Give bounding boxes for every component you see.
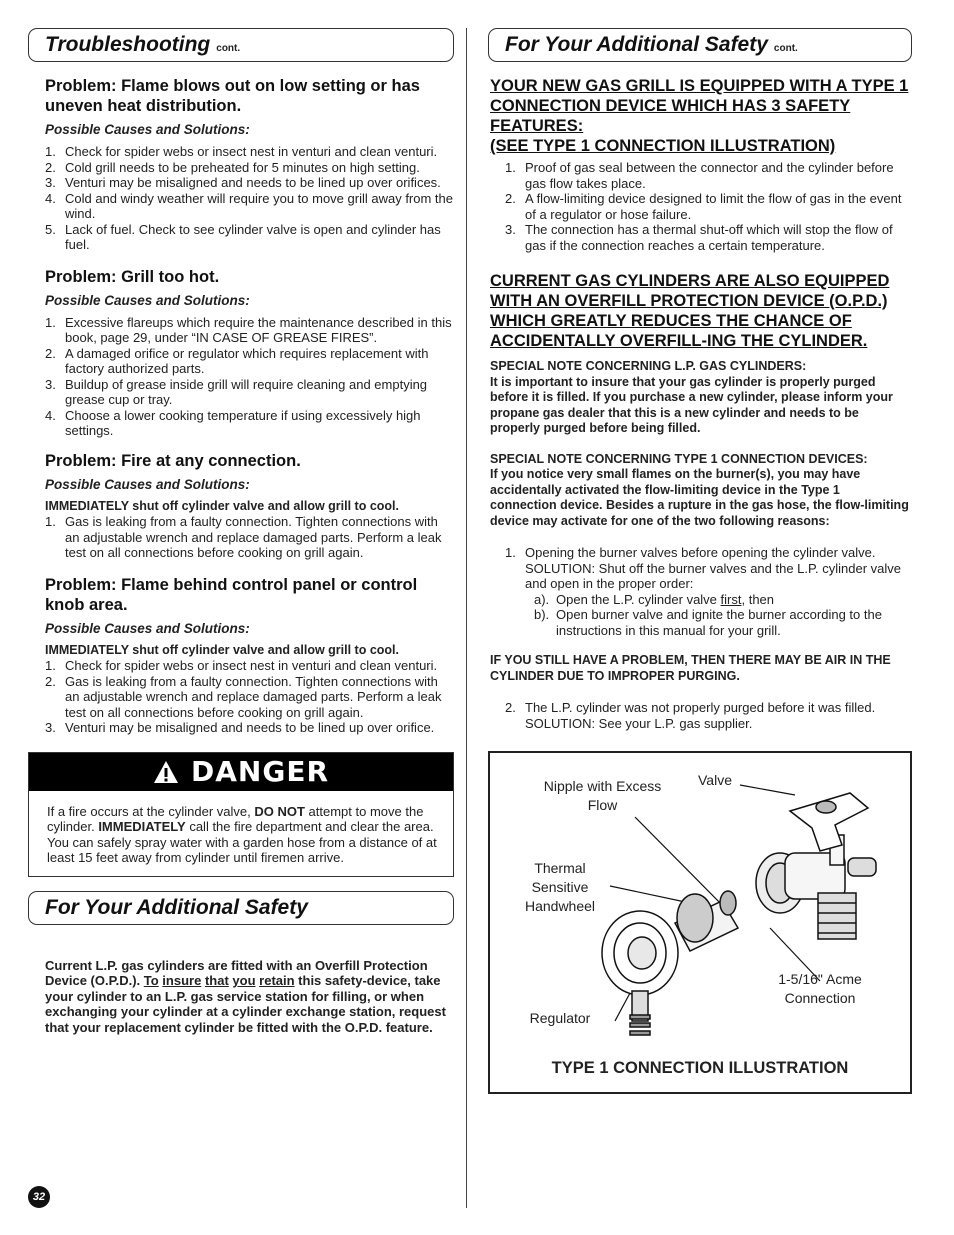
list-item: 1. Opening the burner valves before opening the cylinder valve. SOLUTION: Shut off the burner valves and the L.P. cylinder valve and open in the proper order:: [505, 545, 901, 591]
section-title: Troubleshooting: [45, 33, 211, 56]
section-title: For Your Additional Safety: [505, 33, 768, 56]
list-item: 5. Lack of fuel. Check to see cylinder valve is open and cylinder has fuel.: [45, 221, 441, 252]
cont-label: cont.: [773, 42, 798, 54]
right-column: [488, 28, 912, 1094]
note-type1-body2: connection device. Besides a rupture in the gas hose, the flow-limiting device may activate for one of the two following reasons:: [490, 498, 909, 528]
problem-title: Problem: Fire at any connection.: [45, 451, 301, 470]
reason-list-2: [505, 700, 912, 731]
list-item: 3. Venturi may be misaligned and needs to be lined up over orifices.: [45, 175, 441, 190]
list-item: 4. Cold and windy weather will require you to move grill away from the wind.: [45, 190, 454, 221]
type1-illustration: [488, 751, 912, 1094]
solutions-list: [45, 144, 454, 253]
features-list: [505, 160, 912, 253]
immediate-note: IMMEDIATELY shut off cylinder valve and allow grill to cool.: [45, 642, 399, 657]
troubleshooting-header: [28, 28, 454, 62]
note-lp-title: SPECIAL NOTE CONCERNING L.P. GAS CYLINDERS:: [490, 359, 807, 373]
solutions-list: [45, 658, 454, 736]
list-item: 1. Excessive flareups which require the maintenance described in this book, page 29, under “IN CASE OF GREASE FIRES”.: [45, 314, 452, 345]
sub-steps: [534, 592, 912, 639]
left-column: [28, 28, 454, 1035]
opd-paragraph: Current L.P. gas cylinders are fitted with an Overfill Protection Device (O.P.D.). To insure that you retain this safety-device, take your cylinder to an L.P. gas service station for filling, or when exchanging your cylinder at a cylinder exchange station, request that your replacement cylinder be fitted with the O.P.D. feature.: [45, 957, 446, 1035]
list-item: 2. A flow-limiting device designed to limit the flow of gas in the event of a regulator or hose failure.: [505, 191, 902, 222]
list-item: 2. Cold grill needs to be preheated for 5 minutes on high setting.: [45, 159, 420, 175]
list-item: a). Open the L.P. cylinder valve first, then: [534, 591, 775, 607]
danger-box: [28, 752, 454, 877]
list-item: 3. The connection has a thermal shut-off which will stop the flow of gas if the connection reaches a certain temperature.: [505, 222, 893, 253]
list-item: 1. Check for spider webs or insect nest in venturi and clean venturi.: [45, 144, 438, 159]
additional-safety-header: [28, 891, 454, 925]
additional-safety-cont-header: [488, 28, 912, 62]
page-number: 32: [28, 1186, 50, 1208]
solutions-list: [45, 315, 454, 439]
causes-label: Possible Causes and Solutions:: [45, 292, 250, 308]
list-item: 3. Venturi may be misaligned and needs to be lined up over orifice.: [45, 720, 435, 735]
purging-note: IF YOU STILL HAVE A PROBLEM, THEN THERE MAY BE AIR IN THE CYLINDER DUE TO IMPROPER PURGING.: [490, 653, 891, 683]
list-item: 1. Proof of gas seal between the connector and the cylinder before gas flow takes place.: [505, 160, 894, 191]
section-title: For Your Additional Safety: [45, 895, 308, 919]
column-divider: [466, 28, 467, 1208]
list-item: 2. The L.P. cylinder was not properly purged before it was filled. SOLUTION: See your L.P. gas supplier.: [505, 700, 876, 731]
list-item: b). Open burner valve and ignite the burner according to the instructions in this manual for your grill.: [534, 607, 882, 638]
label-thermal: Thermal Sensitive Handwheel: [524, 860, 596, 914]
label-nipple: Nipple with Excess Flow: [543, 778, 662, 813]
note-lp-body: It is important to insure that your gas cylinder is properly purged before it is filled. If you purchase a new cylinder, please inform your propane gas dealer that this is a new cylinder and needs to be properly purged before being filled.: [490, 374, 893, 435]
solutions-list: [45, 514, 454, 561]
type1-subheading: (SEE TYPE 1 CONNECTION ILLUSTRATION): [490, 137, 836, 155]
note-type1-body1: If you notice very small flames on the burner(s), you may have accidentally activated the flow-limiting device in the Type 1: [490, 467, 861, 497]
type1-heading: YOUR NEW GAS GRILL IS EQUIPPED WITH A TYPE 1 CONNECTION DEVICE WHICH HAS 3 SAFETY FEATURES:: [490, 77, 909, 135]
problem-title: Problem: Grill too hot.: [45, 267, 220, 286]
label-regulator: Regulator: [529, 1010, 591, 1026]
label-acme: 1-5/16" Acme Connection: [778, 971, 862, 1006]
reason-list-1: [505, 545, 912, 592]
danger-text: If a fire occurs at the cylinder valve, DO NOT attempt to move the cylinder. IMMEDIATELY call the fire department and clear the area. You can safely spray water with a garden hose from a distance of at least 15 feet away from cylinder until firemen arrive.: [47, 803, 437, 865]
cont-label: cont.: [216, 42, 241, 54]
list-item: 1. Check for spider webs or insect nest in venturi and clean venturi.: [45, 658, 438, 673]
list-item: 3. Buildup of grease inside grill will require cleaning and emptying grease cup or tray.: [45, 376, 428, 407]
danger-banner: [29, 753, 453, 791]
illustration-title: TYPE 1 CONNECTION ILLUSTRATION: [551, 1059, 849, 1077]
opd-heading: CURRENT GAS CYLINDERS ARE ALSO EQUIPPED WITH AN OVERFILL PROTECTION DEVICE (O.P.D.) WHICH GREATLY REDUCES THE CHANCE OF ACCIDENTALLY OVERFILL-ING THE CYLINDER.: [490, 272, 890, 350]
list-item: 4. Choose a lower cooking temperature if using excessively high settings.: [45, 407, 421, 438]
note-type1-title: SPECIAL NOTE CONCERNING TYPE 1 CONNECTION DEVICES:: [490, 451, 868, 466]
immediate-note: IMMEDIATELY shut off cylinder valve and allow grill to cool.: [45, 498, 399, 513]
warning-triangle-icon: [153, 760, 179, 784]
danger-word: DANGER: [190, 755, 329, 788]
causes-label: Possible Causes and Solutions:: [45, 620, 250, 636]
causes-label: Possible Causes and Solutions:: [45, 122, 250, 137]
problem-title: Problem: Flame blows out on low setting or has uneven heat distribution.: [45, 77, 420, 115]
causes-label: Possible Causes and Solutions:: [45, 476, 250, 492]
list-item: 1. Gas is leaking from a faulty connection. Tighten connections with an adjustable wrench and replace damaged parts. Perform a leak test on all connections before cooking on grill again.: [45, 514, 442, 560]
label-valve: Valve: [698, 772, 732, 788]
list-item: 2. A damaged orifice or regulator which requires replacement with factory authorized parts.: [45, 345, 429, 376]
problems-list: [28, 76, 454, 736]
list-item: 2. Gas is leaking from a faulty connection. Tighten connections with an adjustable wrench and replace damaged parts. Perform a leak test on all connections before cooking on grill again.: [45, 673, 442, 720]
problem-title: Problem: Flame behind control panel or control knob area.: [45, 575, 418, 614]
